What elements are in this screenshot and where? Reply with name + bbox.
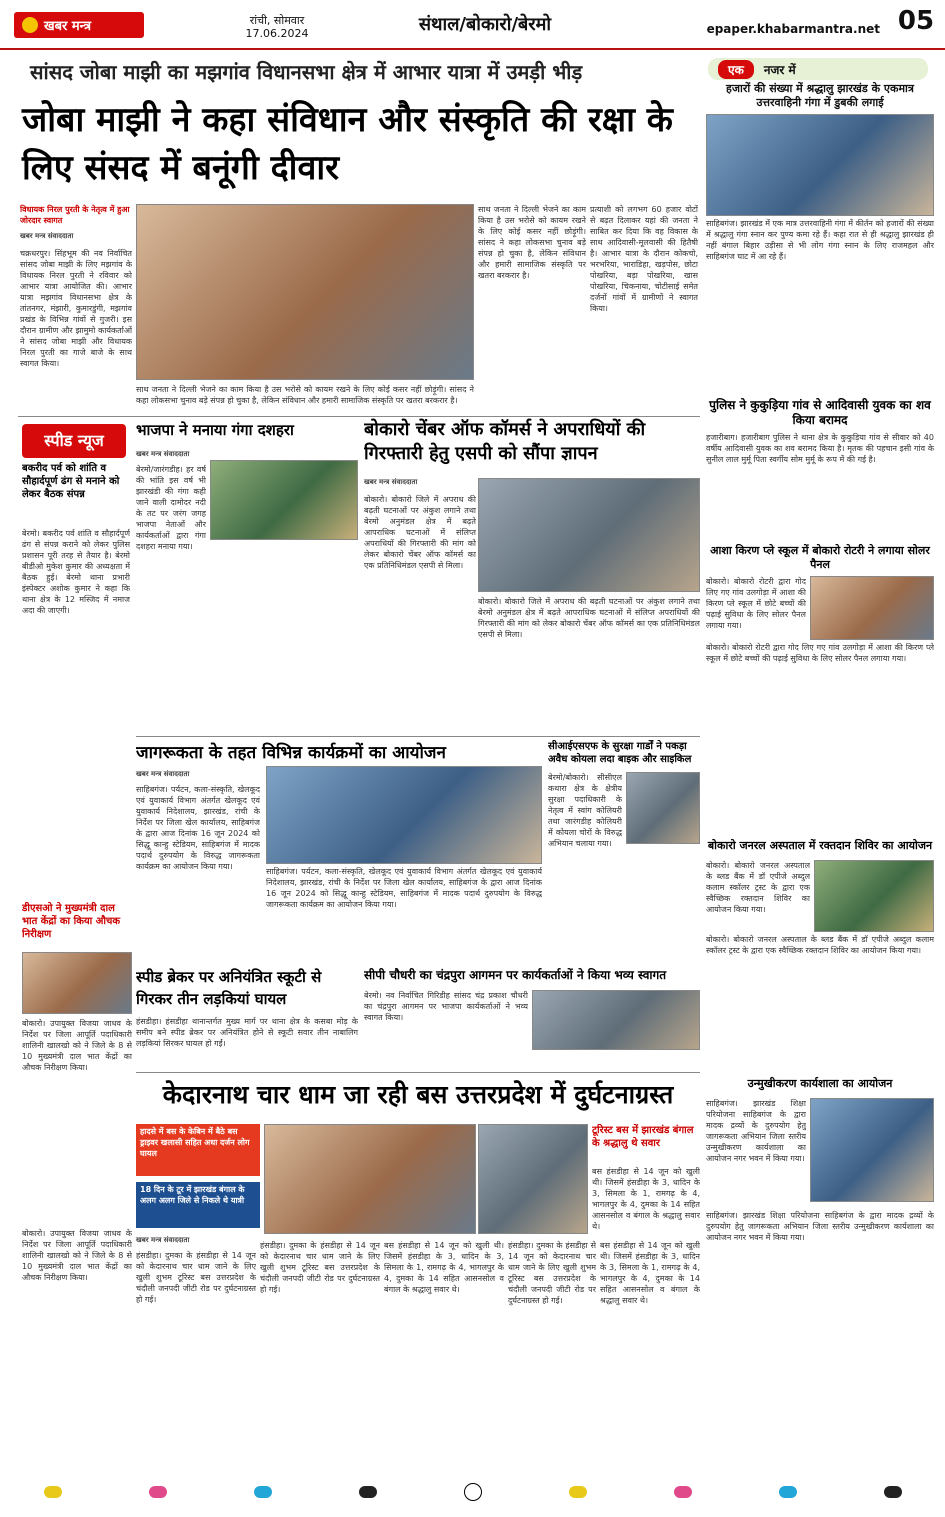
divider [136,1072,700,1073]
lead-box: विधायक निरल पुरती के नेतृत्व में हुआ जोरदार स्वागत [20,205,130,225]
chamber-body-2: बोकारो। बोकारो जिले में अपराध की बढ़ती घटनाओं पर अंकुश लगाने तथा बेरमो अनुमंडल क्षेत्र में बढ़ते आपराधिक घटनाओं में संलिप्त अपराधियों की गिरफ्तारी की मांग को लेकर बोकारो चेंबर ऑफ कॉमर्स का एक प्रतिनिधिमंडल एसपी से मिला। [478,597,700,639]
edition-date: 17.06.2024 [245,27,309,40]
color-swatch [569,1486,587,1498]
awareness-byline: खबर मन्त्र संवाददाता [136,770,190,778]
bjp-body: बेरमो/जारंगडीह। हर वर्ष की भांति इस वर्ष भी झारखंडी की गंगा कही जाने वाली दामोदर नदी के तट पर जरंग जगह भाजपा नेताओं और कार्यकर्ताओं द्वारा गंगा दशहरा मनाया गया। [136,465,206,551]
rotary-body: बोकारो। बोकारो रोटरी द्वारा गोद लिए गए गांव उलगोड़ा में आशा की किरण प्ले स्कूल में छोटे बच्चों की पढ़ाई सुविधा के लिए सोलर पैनल लगाया गया। [706,577,806,630]
color-swatch [254,1486,272,1498]
kedarnath-body-5: बस हंसडीहा से 14 जून को खुली थी। जिसमें हंसडीहा के 3, धादिन के 3, सिमला के 1, रामगढ़ के 4, भागलपुर के 4, दुमका के 14 सहित आसनसोल व बंगाल के श्रद्धालु सवार थे। [600,1241,700,1305]
kedarnath-headline[interactable]: केदारनाथ चार धाम जा रही बस उत्तरप्रदेश में दुर्घटनाग्रस्त [162,1080,674,1109]
ganga-photo [706,114,934,216]
awareness-headline[interactable]: जागरूकता के तहत विभिन्न कार्यक्रमों का आयोजन [136,743,446,763]
rally-photo [136,204,474,380]
rotary-photo [810,576,934,640]
cisf-headline[interactable]: सीआईएसएफ के सुरक्षा गार्डों ने पकड़ा अवैध कोयला लदा बाइक और साइकिल [548,741,692,765]
print-registration-strip [0,1478,945,1506]
dso-photo [22,952,132,1014]
color-swatch [779,1486,797,1498]
lead-body-2: साथ जनता ने दिल्ली भेजने का काम किया है उस भरोसे को कायम रखने के लिए कोई कसर नहीं छोड़ूंगी। सांसद ने कहा लोकसभा चुनाव बड़े संपन्न हो चुका है, लेकिन संविधान और हमारी सामाजिक संस्कृति पर खतरा बरकरार है। [136,385,474,405]
lead-headline[interactable]: जोबा माझी ने कहा संविधान और संस्कृति की रक्षा के लिए संसद में बनूंगी दीवार [22,100,673,188]
logo-mark-icon [22,17,38,33]
police-body: हजारीबाग। हजारीबाग पुलिस ने थाना क्षेत्र के कुकुड़िया गांव से सीवार को 40 वर्षीय आदिवासी युवक का शव बरामद किया है। मृतक की पहचान इसी गांव के सुनील लाल मुर्मू पिता स्वर्गीय सोम मुर्मू के रूप में की गई है। [706,433,934,464]
kedarnath-body-4: हंसडीहा। दुमका के हंसडीहा से 14 जून को केदारनाथ चार धाम जाने के लिए खुली शुभम टूरिस्ट बस उत्तरप्रदेश के चंदौली जनपदी जीटी रोड पर दुर्घटनाग्रस्त हो गई। [508,1241,596,1305]
bjp-byline: खबर मन्त्र संवाददाता [136,450,190,458]
dso-body-2: बोकारो। उपायुक्त विजया जाधव के निर्देश पर जिला आपूर्ति पदाधिकारी शालिनी खालखो को ने जिले के 8 से 10 मुख्यमंत्री दाल भात केंद्रों का औचक निरीक्षण किया। [22,1229,132,1282]
ek-nazar-label: नजर में [763,62,796,77]
lead-body-4: प्रत्याशी को लगभग 60 हजार वोटों से बढ़त दिलाकर यहां की जनता ने साबित कर दिया कि वह विकास के साथ आदिवासी-मूलवासी की हितैषी है। आभार यात्रा के दौरान कोकचो, भरभरिया, भाराडिहा, खड़पोस, छोटा पोखरिया, बड़ा पोखरिया, खास पोखरिया, चिकनाया, चोटीसाई समेत दर्जनों गांवों में ग्रामीणों ने स्वागत किया। [590,205,698,313]
color-swatch [44,1486,62,1498]
lead-byline: खबर मन्त्र संवाददाता [20,232,74,240]
dso-headline[interactable]: डीएसओ ने मुख्यमंत्री दाल भात केंद्रों का किया औचक निरीक्षण [22,903,121,940]
workshop-photo [810,1098,934,1202]
dso-body: बोकारो। उपायुक्त विजया जाधव के निर्देश पर जिला आपूर्ति पदाधिकारी शालिनी खालखो को ने जिले के 8 से 10 मुख्यमंत्री दाल भात केंद्रों का औचक निरीक्षण किया। [22,1019,132,1072]
kedarnath-box-1: हादसे में बस के केबिन में बैठे बस ड्राइवर खलासी सहित अधा दर्जन लोग घायल [136,1124,260,1176]
ek-nazar-bar [708,58,928,80]
accident-photo-2 [478,1124,588,1234]
awareness-body-2: साहिबगंज। पर्यटन, कला-संस्कृति, खेलकूद एवं युवाकार्य विभाग अंतर्गत खेलकूद एवं युवाकार्य निदेशालय, झारखंड, रांची के निर्देश पर जिला खेल कार्यालय, साहिबगंज के द्वारा आज दिनांक 16 जून 2024 को सिद्धू कान्हु स्टेडियम, साहिबगंज में मादक पदार्थ दुरुपयोग के विरुद्ध जागरूकता कार्यक्रम का आयोजन किया गया। [266,867,542,909]
newspaper-logo[interactable]: खबर मन्त्र [14,12,144,38]
epaper-link[interactable]: epaper.khabarmantra.net [706,22,880,36]
bjp-photo [210,460,358,540]
blood-body-2: बोकारो। बोकारो जनरल अस्पताल के ब्लड बैंक में डॉ एपीजे अब्दुल कलाम स्कॉलर ट्रस्ट के द्वारा एक स्वैच्छिक रक्तदान शिविर का आयोजन किया गया। [706,935,934,955]
ek-nazar-pill: एक [718,60,754,79]
nazar-headline[interactable]: हजारों की संख्या में श्रद्धालु झारखंड के एकमात्र उत्तरवाहिनी गंगा में डुबकी लगाई [726,82,914,109]
cp-photo [532,990,700,1050]
blood-photo [814,860,934,932]
workshop-headline[interactable]: उन्मुखीकरण कार्यशाला का आयोजन [747,1077,893,1090]
nazar-body: साहिबगंज। झारखंड में एक मात्र उत्तरवाहिनी गंगा में कीर्तन को हजारों की संख्या में श्रद्धालु गंगा स्नान कर पुण्य कमा रहे हैं। कहा रात से ही श्रद्धालु झारखंड ही नहीं बंगाल बिहार उड़ीसा से भी लोग गंगा स्नान के लिए राजमहल और साहिबगंज घाट में आ रहे हैं। [706,219,934,261]
cp-headline[interactable]: सीपी चौधरी का चंद्रपुरा आगमन पर कार्यकर्ताओं ने किया भव्य स्वागत [364,968,667,982]
edition-info [232,14,322,40]
color-swatch [149,1486,167,1498]
kedarnath-body-1: हंसडीहा। दुमका के हंसडीहा से 14 जून को केदारनाथ चार धाम जाने के लिए खुली शुभम टूरिस्ट बस उत्तरप्रदेश के चंदौली जनपदी जीटी रोड पर दुर्घटनाग्रस्त हो गई। [136,1251,256,1304]
page-number: 05 [897,6,935,36]
rotary-headline[interactable]: आशा किरण प्ले स्कूल में बोकारो रोटरी ने लगाया सोलर पैनल [710,544,930,571]
workshop-body-2: साहिबगंज। झारखंड शिक्षा परियोजना साहिबगंज के द्वारा मादक द्रव्यों के दुरुपयोग हेतु जागरूकता अभियान जिला स्तरीय उन्मुखीकरण कार्यशाला का आयोजन नगर भवन में किया गया। [706,1211,934,1242]
lead-kicker: सांसद जोबा माझी का मझगांव विधानसभा क्षेत्र में आभार यात्रा में उमड़ी भीड़ [30,60,583,84]
cisf-photo [626,772,700,844]
awareness-photo [266,766,542,864]
section-title: संथाल/बोकारो/बेरमो [418,14,552,35]
divider [18,416,700,417]
speed-news-badge: स्पीड न्यूज [22,424,126,458]
lead-body-1: चक्रधरपुर। सिंहभूम की नव निर्वाचित सांसद जोबा माझी के लिए मझगांव के विधायक निरल पुरती ने रविवार को आभार यात्रा आयोजित की। आभार यात्रा मझगांव विधानसभा क्षेत्र के तांतनगर, मंझारी, कुमारडुंगी, मझगांव प्रखंड के विभिन्न गांवों से गुजरी। इस दौरान ग्रामीण और झामुमो कार्यकर्ताओं ने सांसद जोबा माझी और विधायक निरल पुरती का गाजे बाजे के साथ स्वागत किया। [20,249,132,368]
color-swatch [674,1486,692,1498]
kedarnath-box-2: 18 दिन के टूर में झारखंड बंगाल के अलग अलग जिले से निकले थे यात्री [136,1182,260,1228]
cisf-body: बेरमो/बोकारो। सीसीएल कथारा क्षेत्र के क्षेत्रीय सुरक्षा पदाधिकारी के नेतृत्व में स्वांग कोलियरी तथा जारंगडीह कोलियरी में कोयला चोरों के विरुद्ध अभियान चलाया गया। [548,773,622,848]
scooty-headline[interactable]: स्पीड ब्रेकर पर अनियंत्रित स्कूटी से गिरकर तीन लड़कियां घायल [136,968,322,1008]
kedarnath-body-3: बस हंसडीहा से 14 जून को खुली थी। जिसमें हंसडीहा के 3, धादिन के 3, सिमला के 1, रामगढ़ के 4, भागलपुर के 4, दुमका के 14 सहित आसनसोल व बंगाल के श्रद्धालु सवार थे। [384,1241,504,1294]
chamber-body: बोकारो। बोकारो जिले में अपराध की बढ़ती घटनाओं पर अंकुश लगाने तथा बेरमो अनुमंडल क्षेत्र में बढ़ते आपराधिक घटनाओं में संलिप्त अपराधियों की गिरफ्तारी की मांग को लेकर बोकारो चेंबर ऑफ कॉमर्स का एक प्रतिनिधिमंडल एसपी से मिला। [364,495,476,570]
bakrid-body: बेरमो। बकरीद पर्व शांति व सौहार्दपूर्ण ढंग से संपन्न कराने को लेकर पुलिस प्रशासन पूरी तरह से तैयार है। बेरमो बीडीओ मुकेश कुमार की अध्यक्षता में बैठक हुई। बेरमो थाना प्रभारी इंस्पेक्टर अशोक कुमार ने कहा कि थाना क्षेत्र के 12 मस्जिद में नमाज अदा की जाएगी। [22,529,130,615]
scooty-body: हंसडीहा। हंसडीहा थानान्तर्गत मुख्य मार्ग पर थाना क्षेत्र के कसबा मोड़ के समीप बने स्पीड ब्रेकर पर अनियंत्रित होने से स्कूटी सवार तीन नाबालिग लड़कियां सिरकर घायल हो गईं। [136,1017,358,1048]
divider [136,736,700,737]
kedarnath-body-2: हंसडीहा। दुमका के हंसडीहा से 14 जून को केदारनाथ चार धाम जाने के लिए खुली शुभम टूरिस्ट बस उत्तरप्रदेश के चंदौली जनपदी जीटी रोड पर दुर्घटनाग्रस्त हो गई। [260,1241,380,1294]
edition-place: रांची, सोमवार [249,14,305,27]
bjp-headline[interactable]: भाजपा ने मनाया गंगा दशहरा [136,421,294,439]
chamber-byline: खबर मन्त्र संवाददाता [364,478,418,486]
kedarnath-byline: खबर मन्त्र संवाददाता [136,1236,190,1244]
accident-photo-1 [264,1124,476,1234]
police-headline[interactable]: पुलिस ने कुकुड़िया गांव से आदिवासी युवक का शव किया बरामद [709,398,931,427]
workshop-body: साहिबगंज। झारखंड शिक्षा परियोजना साहिबगंज के द्वारा मादक द्रव्यों के दुरुपयोग हेतु जागरूकता अभियान जिला स्तरीय उन्मुखीकरण कार्यशाला का आयोजन नगर भवन में किया गया। [706,1099,806,1163]
blood-body: बोकारो। बोकारो जनरल अस्पताल के ब्लड बैंक में डॉ एपीजे अब्दुल कलाम स्कॉलर ट्रस्ट के द्वारा एक स्वैच्छिक रक्तदान शिविर का आयोजन किया गया। [706,861,810,914]
awareness-body: साहिबगंज। पर्यटन, कला-संस्कृति, खेलकूद एवं युवाकार्य विभाग अंतर्गत खेलकूद एवं युवाकार्य निदेशालय, झारखंड, रांची के निर्देश पर जिला खेल कार्यालय, साहिबगंज के द्वारा आज दिनांक 16 जून 2024 को सिद्धू कान्हु स्टेडियम, साहिबगंज में मादक पदार्थ दुरुपयोग के विरुद्ध जागरूकता कार्यक्रम का आयोजन किया गया। [136,785,260,871]
color-swatch [359,1486,377,1498]
color-swatch [884,1486,902,1498]
chamber-headline[interactable]: बोकारो चेंबर ऑफ कॉमर्स ने अपराधियों की गिरफ्तारी हेतु एसपी को सौंपा ज्ञापन [364,419,646,464]
blood-headline[interactable]: बोकारो जनरल अस्पताल में रक्तदान शिविर का आयोजन [707,839,933,852]
bakrid-headline[interactable]: बकरीद पर्व को शांति व सौहार्दपूर्ण ढंग से मनाने को लेकर बैठक संपन्न [22,463,120,500]
chamber-photo [478,478,700,592]
cp-body: बेरमो। नव निर्वाचित गिरिडीह सांसद चंद्र प्रकाश चौधरी का चंद्रपुरा आगमन पर भाजपा कार्यकर्ताओं ने भव्य स्वागत किया। [364,991,528,1022]
registration-mark-icon [464,1483,482,1501]
lead-body-3: साथ जनता ने दिल्ली भेजने का काम किया है उस भरोसे को कायम रखने के लिए कोई कसर नहीं छोड़ूंगी। सांसद ने कहा लोकसभा चुनाव बड़े संपन्न हो चुका है, लेकिन संविधान और हमारी सामाजिक संस्कृति पर खतरा बरकरार है। [478,205,586,280]
rotary-body-2: बोकारो। बोकारो रोटरी द्वारा गोद लिए गए गांव उलगोड़ा में आशा की किरण प्ले स्कूल में छोटे बच्चों की पढ़ाई सुविधा के लिए सोलर पैनल लगाया गया। [706,643,934,663]
bus-box-body: बस हंसडीहा से 14 जून को खुली थी। जिसमें हंसडीहा के 3, धादिन के 3, सिमला के 1, रामगढ़ के 4, भागलपुर के 4, दुमका के 14 सहित आसनसोल व बंगाल के श्रद्धालु सवार थे। [592,1167,700,1231]
bus-box-headline[interactable]: टूरिस्ट बस में झारखंड बंगाल के श्रद्धालु थे सवार [592,1125,694,1149]
